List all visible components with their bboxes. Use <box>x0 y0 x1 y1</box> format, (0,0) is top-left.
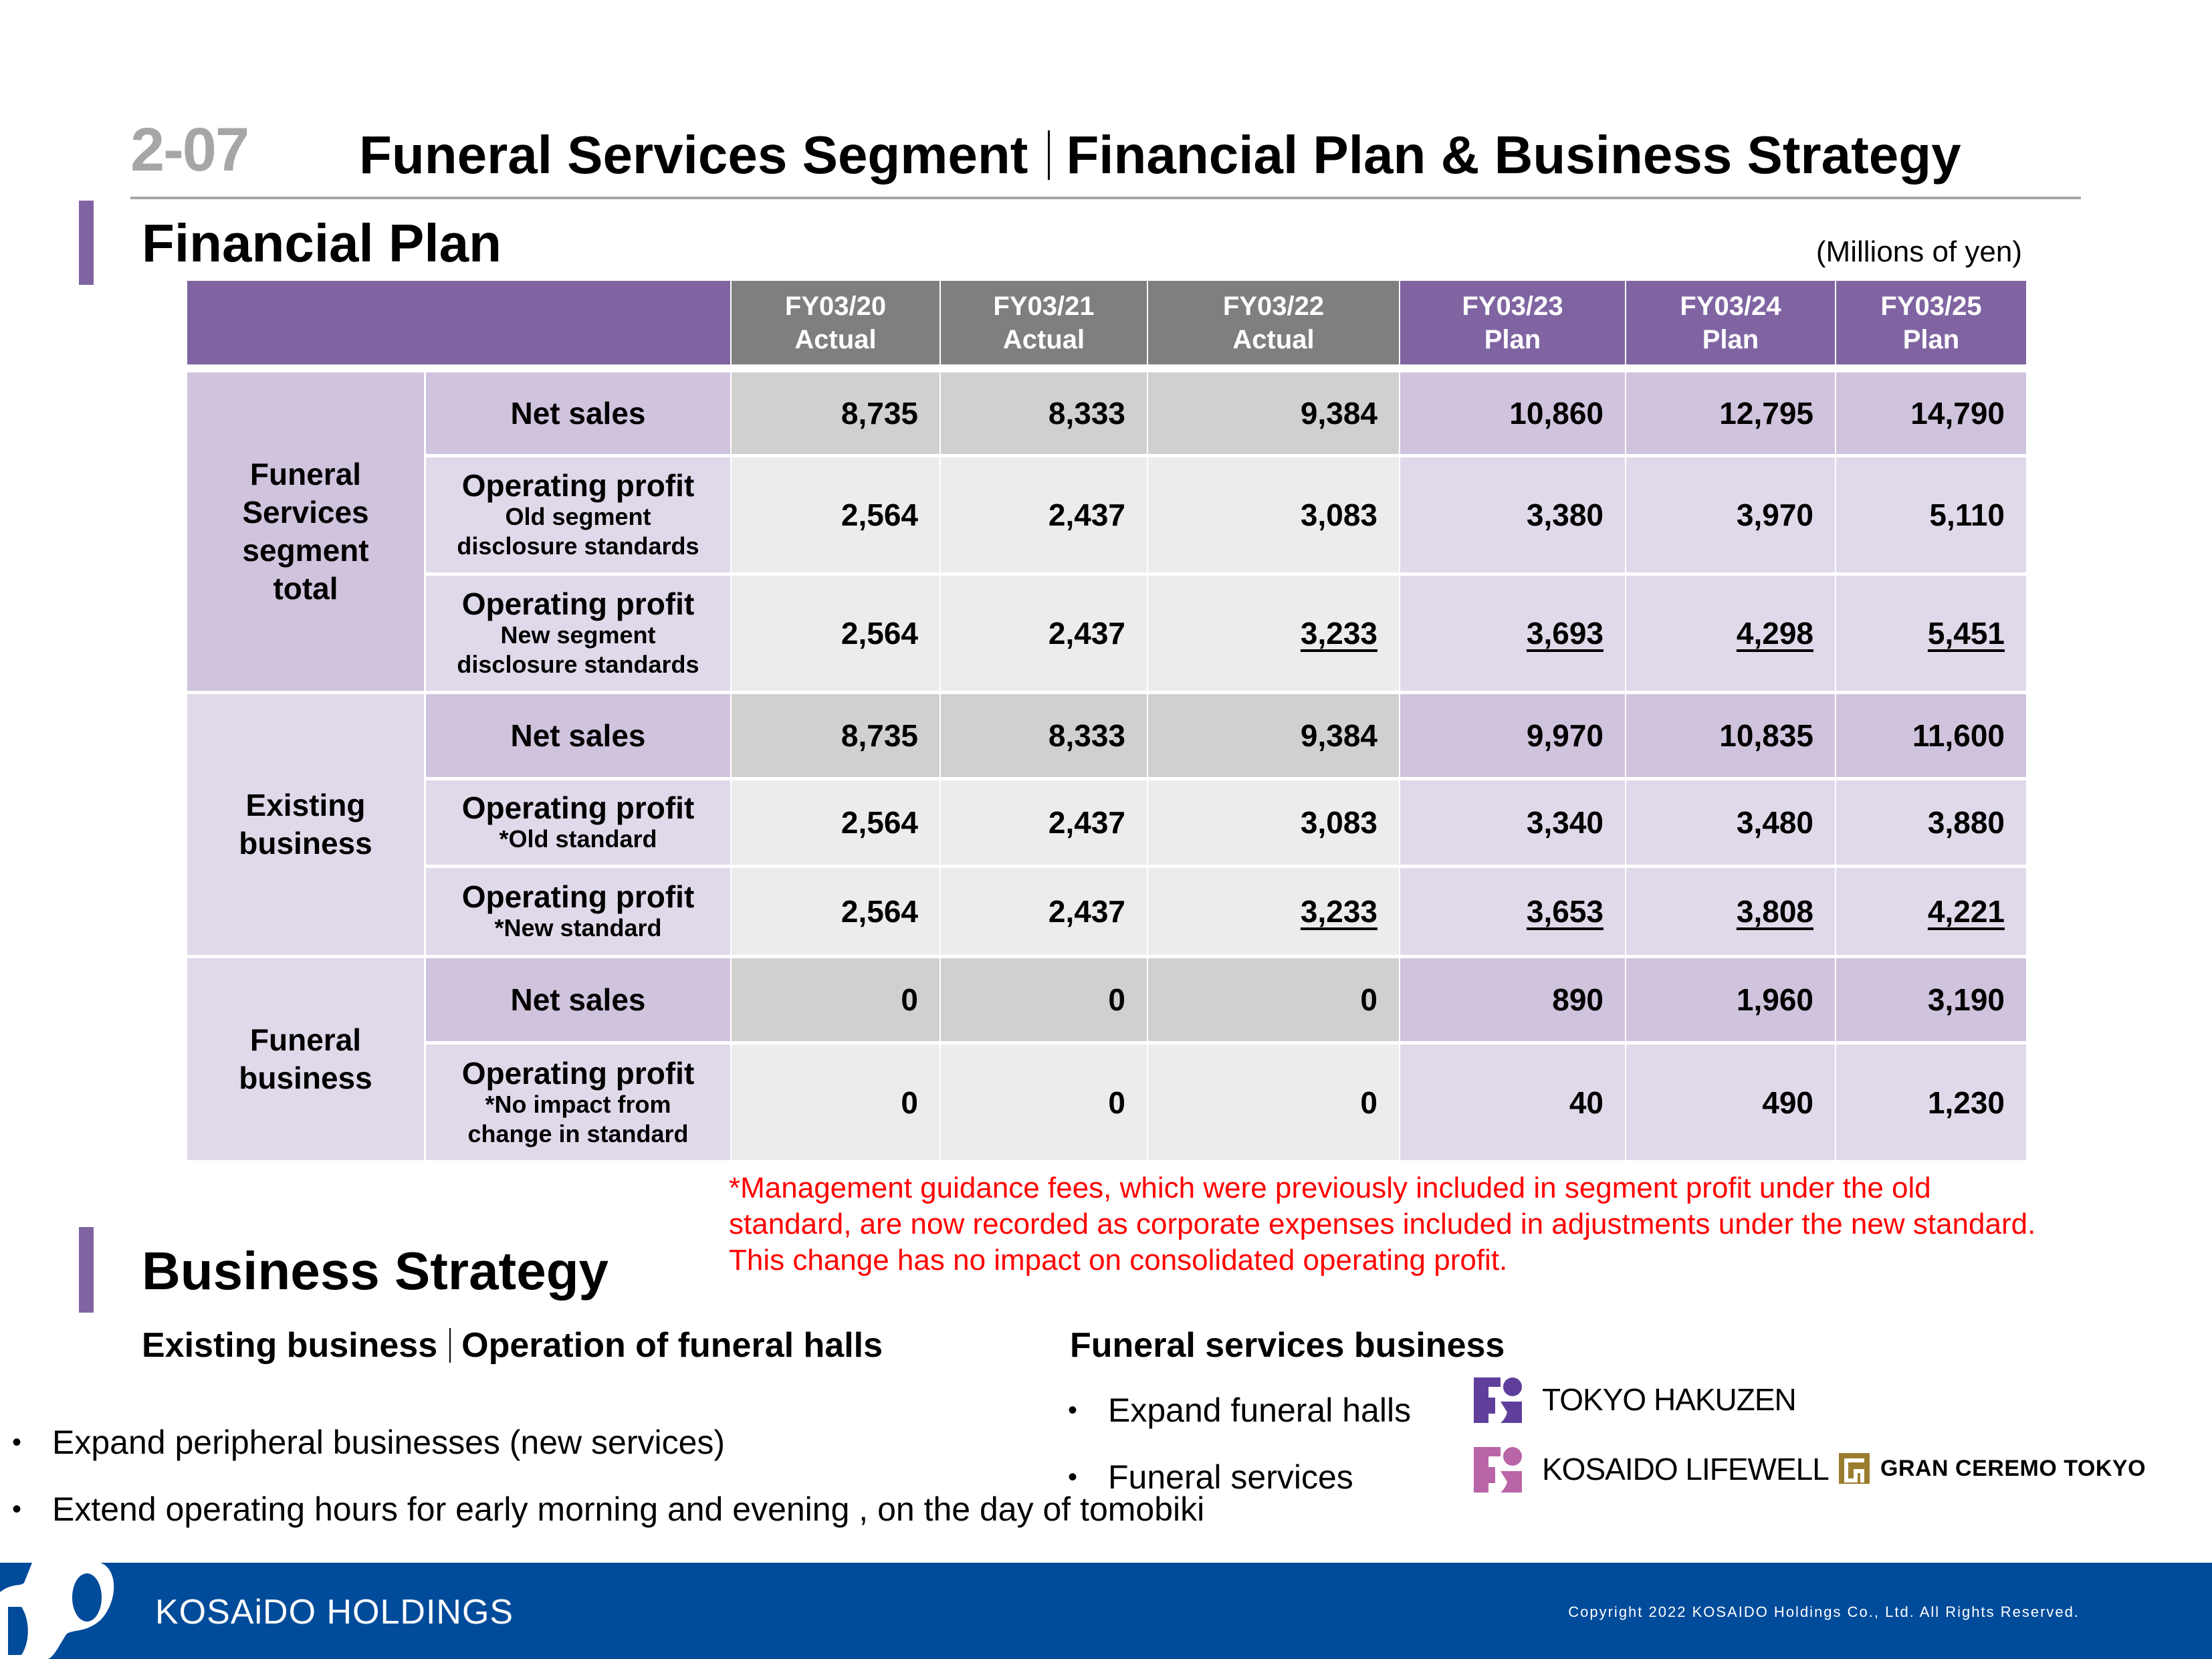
row-label: Operating profit *Old standard <box>426 780 730 865</box>
table-cell: 3,808 <box>1626 868 1835 955</box>
table-cell: 0 <box>1148 958 1399 1041</box>
row-label: Operating profit Old segment disclosure standards <box>426 457 730 572</box>
list-item: • Funeral services <box>1068 1458 1353 1496</box>
funeral-services-heading: Funeral services business <box>1070 1326 1505 1365</box>
table-cell: 9,384 <box>1148 694 1399 777</box>
table-cell: 4,221 <box>1836 868 2026 955</box>
column-header: FY03/22 Actual <box>1148 281 1399 364</box>
table-cell: 2,437 <box>941 457 1147 572</box>
table-cell: 3,380 <box>1400 457 1625 572</box>
bullet-icon: • <box>12 1427 22 1457</box>
page-title-segment: Funeral Services Segment <box>359 125 1028 185</box>
table-cell: 0 <box>941 958 1147 1041</box>
table-cell: 14,790 <box>1836 372 2026 454</box>
table-cell: 0 <box>941 1044 1147 1160</box>
bullet-icon: • <box>1068 1395 1078 1425</box>
table-cell: 10,860 <box>1400 372 1625 454</box>
section-accent-bar <box>79 1227 94 1313</box>
gran-ceremo-logo-icon <box>1839 1453 1870 1484</box>
footnote: *Management guidance fees, which were previously included in segment profit under the old standard, are now recorded as corporate expenses included in adjustments under the new standard. This change has no impact on consolidated operating profit. <box>729 1172 2036 1277</box>
table-cell: 3,653 <box>1400 868 1625 955</box>
units-label: (Millions of yen) <box>1815 235 2022 268</box>
title-divider <box>1048 130 1050 180</box>
footer-brand: KOSAiDO HOLDINGS <box>155 1593 514 1632</box>
table-cell: 4,298 <box>1626 576 1835 691</box>
group-label: Funeral Services segment total <box>187 372 424 691</box>
table-header-corner <box>187 281 730 364</box>
table-cell: 0 <box>732 1044 939 1160</box>
bullet-icon: • <box>1068 1462 1078 1492</box>
kosaido-lifewell-logo-text: KOSAIDO LIFEWELL <box>1542 1452 1829 1486</box>
table-cell: 3,083 <box>1148 780 1399 865</box>
row-label: Operating profit *New standard <box>426 868 730 955</box>
column-header: FY03/25 Plan <box>1836 281 2026 364</box>
kosaido-lifewell-logo-icon <box>1474 1444 1522 1492</box>
page-title <box>359 124 1961 186</box>
table-cell: 0 <box>1148 1044 1399 1160</box>
copyright-text: Copyright 2022 KOSAIDO Holdings Co., Ltd. All Rights Reserved. <box>1568 1603 2080 1620</box>
section-number: 2-07 <box>130 116 249 184</box>
table-cell: 0 <box>732 958 939 1041</box>
list-item: • Expand funeral halls <box>1068 1392 1412 1429</box>
table-cell: 5,451 <box>1836 576 2026 691</box>
financial-plan-title: Financial Plan <box>142 213 502 273</box>
table-cell: 2,437 <box>941 780 1147 865</box>
table-cell: 890 <box>1400 958 1625 1041</box>
table-cell: 3,880 <box>1836 780 2026 865</box>
table-cell: 10,835 <box>1626 694 1835 777</box>
existing-business-heading: Existing business Operation of funeral halls <box>142 1326 883 1365</box>
heading-divider <box>449 1328 451 1363</box>
table-cell: 1,960 <box>1626 958 1835 1041</box>
gran-ceremo-logo-text: GRAN CEREMO TOKYO <box>1880 1456 2146 1481</box>
table-cell: 8,333 <box>941 372 1147 454</box>
column-header: FY03/21 Actual <box>941 281 1147 364</box>
table-cell: 490 <box>1626 1044 1835 1160</box>
table-cell: 11,600 <box>1836 694 2026 777</box>
table-cell: 2,437 <box>941 868 1147 955</box>
row-label: Operating profit New segment disclosure standards <box>426 576 730 691</box>
kosaido-holdings-logo-icon <box>0 1563 120 1659</box>
list-item: • Expand peripheral businesses (new services) <box>12 1424 726 1461</box>
section-accent-bar <box>79 201 94 285</box>
group-label: Funeral business <box>187 958 424 1160</box>
column-header: FY03/24 Plan <box>1626 281 1835 364</box>
group-label: Existing business <box>187 694 424 955</box>
table-cell: 2,564 <box>732 780 939 865</box>
table-cell: 2,564 <box>732 457 939 572</box>
table-cell: 2,437 <box>941 576 1147 691</box>
column-header: FY03/20 Actual <box>732 281 939 364</box>
table-cell: 8,333 <box>941 694 1147 777</box>
table-cell: 40 <box>1400 1044 1625 1160</box>
table-cell: 9,384 <box>1148 372 1399 454</box>
table-cell: 2,564 <box>732 576 939 691</box>
row-label: Operating profit *No impact from change in standard <box>426 1044 730 1160</box>
table-cell: 5,110 <box>1836 457 2026 572</box>
row-label: Net sales <box>426 958 730 1041</box>
table-cell: 3,480 <box>1626 780 1835 865</box>
table-cell: 3,233 <box>1148 868 1399 955</box>
table-cell: 2,564 <box>732 868 939 955</box>
table-cell: 8,735 <box>732 694 939 777</box>
table-cell: 3,190 <box>1836 958 2026 1041</box>
tokyo-hakuzen-logo-icon <box>1474 1375 1522 1423</box>
header-rule <box>130 197 2081 199</box>
table-cell: 9,970 <box>1400 694 1625 777</box>
page-title-topic: Financial Plan & Business Strategy <box>1066 125 1961 185</box>
tokyo-hakuzen-logo-text: TOKYO HAKUZEN <box>1542 1382 1796 1417</box>
list-item: • Extend operating hours for early morning and evening , on the day of tomobiki <box>12 1490 1205 1528</box>
column-header: FY03/23 Plan <box>1400 281 1625 364</box>
table-cell: 3,083 <box>1148 457 1399 572</box>
bullet-icon: • <box>12 1494 22 1524</box>
table-cell: 3,233 <box>1148 576 1399 691</box>
table-cell: 3,970 <box>1626 457 1835 572</box>
table-cell: 12,795 <box>1626 372 1835 454</box>
table-cell: 3,693 <box>1400 576 1625 691</box>
table-cell: 8,735 <box>732 372 939 454</box>
row-label: Net sales <box>426 372 730 454</box>
table-cell: 3,340 <box>1400 780 1625 865</box>
row-label: Net sales <box>426 694 730 777</box>
business-strategy-title: Business Strategy <box>142 1241 609 1301</box>
table-cell: 1,230 <box>1836 1044 2026 1160</box>
